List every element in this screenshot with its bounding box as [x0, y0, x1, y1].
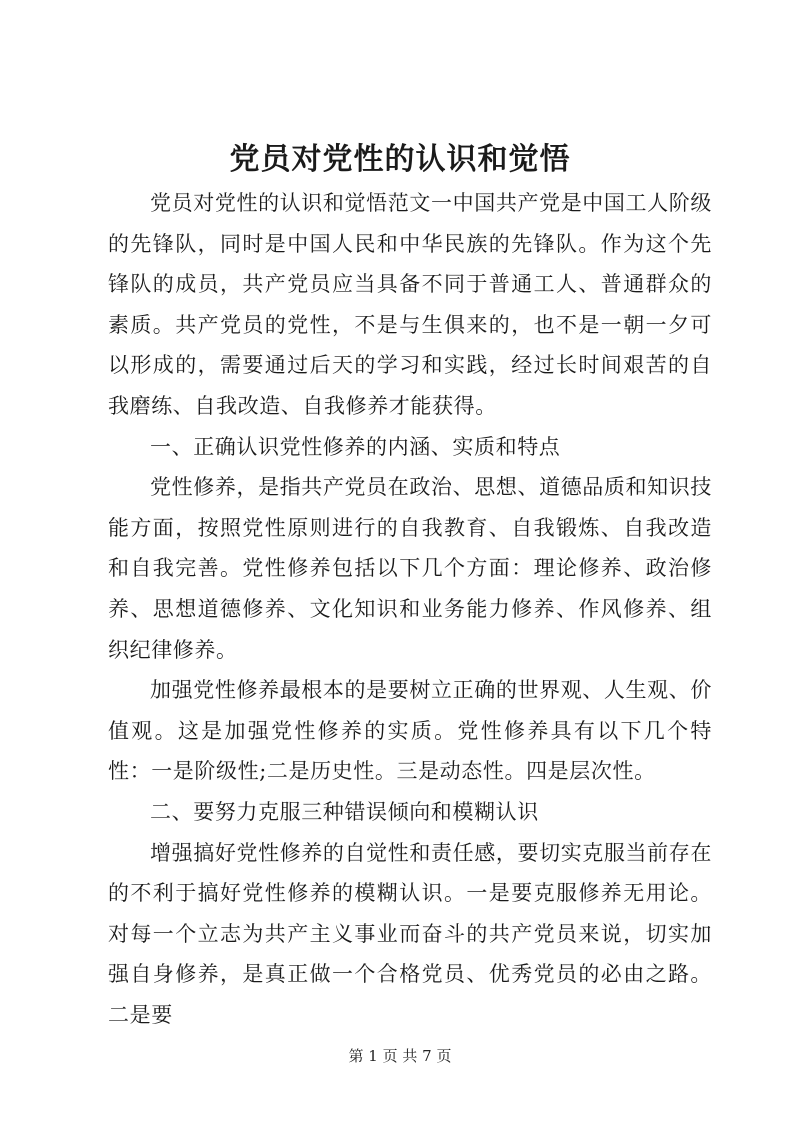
- page-footer: 第 1 页 共 7 页: [348, 1047, 452, 1065]
- paragraph-definition: 党性修养，是指共产党员在政治、思想、道德品质和知识技能方面，按照党性原则进行的自我教育、自我锻炼、自我改造和自我完善。党性修养包括以下几个方面：理论修养、政治修养、思想道德修养、文化知识和业务能力修养、作风修养、组织纪律修养。: [108, 475, 712, 662]
- section-heading-2: 二、要努力克服三种错误倾向和模糊认识: [150, 799, 539, 824]
- paragraph-intro: 党员对党性的认识和觉悟范文一中国共产党是中国工人阶级的先锋队，同时是中国人民和中华民族的先锋队。作为这个先锋队的成员，共产党员应当具备不同于普通工人、普通群众的素质。共产党员的党性，不是与生俱来的，也不是一朝一夕可以形成的，需要通过后天的学习和实践，经过长时间艰苦的自我磨练、自我改造、自我修养才能获得。: [108, 191, 712, 418]
- paragraph-essence: 加强党性修养最根本的是要树立正确的世界观、人生观、价值观。这是加强党性修养的实质。党性修养具有以下几个特性：一是阶级性;二是历史性。三是动态性。四是层次性。: [108, 678, 712, 784]
- document-body: [108, 183, 712, 1035]
- document-title: 党员对党性的认识和觉悟: [229, 142, 571, 177]
- section-heading-1: 一、正确认识党性修养的内涵、实质和特点: [150, 434, 561, 459]
- paragraph-overcome: 增强搞好党性修养的自觉性和责任感，要切实克服当前存在的不利于搞好党性修养的模糊认识。一是要克服修养无用论。对每一个立志为共产主义事业而奋斗的共产党员来说，切实加强自身修养，是真正做一个合格党员、优秀党员的必由之路。二是要: [108, 840, 712, 1027]
